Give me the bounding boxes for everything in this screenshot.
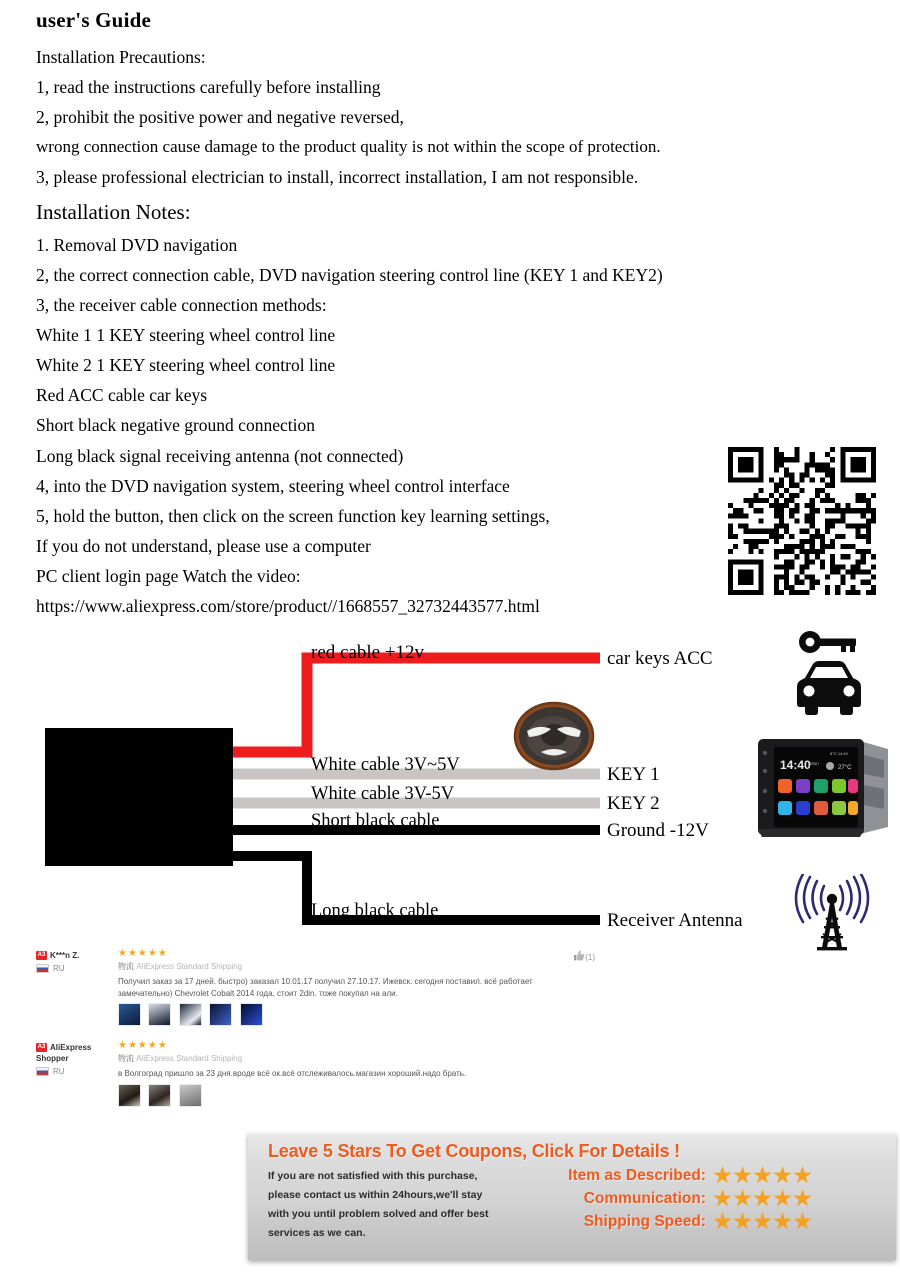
- endpoint-key-1: KEY 1: [607, 764, 660, 785]
- coupon-title: Leave 5 Stars To Get Coupons, Click For Details !: [268, 1141, 680, 1161]
- page-title: user's Guide: [36, 8, 151, 32]
- star-icon[interactable]: [773, 1166, 792, 1185]
- endpoint-car-keys-acc: car keys ACC: [607, 648, 713, 669]
- star-icon[interactable]: [733, 1189, 752, 1208]
- note-line: 5, hold the button, then click on the screen function key learning settings,: [36, 505, 550, 526]
- precaution-line: 2, prohibit the positive power and negative reversed,: [36, 107, 404, 128]
- star-icon[interactable]: [753, 1189, 772, 1208]
- note-line: 2, the correct connection cable, DVD navigation steering control line (KEY 1 and KEY2): [36, 264, 663, 285]
- reviewer-name-row: [36, 950, 112, 961]
- shipping-method: [118, 961, 590, 973]
- rating-row-shipping-speed[interactable]: [526, 1212, 813, 1231]
- note-line: Long black signal receiving antenna (not connected): [36, 445, 404, 466]
- russia-flag-icon: [36, 964, 49, 973]
- note-line: White 2 1 KEY steering wheel control line: [36, 355, 336, 376]
- rating-categories: [526, 1166, 813, 1235]
- coupon-policy-line: with you until problem solved and offer best: [268, 1208, 489, 1220]
- svg-text:Mon: Mon: [810, 761, 819, 766]
- star-icon[interactable]: [793, 1212, 812, 1231]
- steering-wheel-icon: [513, 700, 595, 779]
- coupon-policy-line: If you are not satisfied with this purchase,: [268, 1170, 478, 1182]
- endpoint-receiver-antenna: Receiver Antenna: [607, 910, 743, 931]
- star-icon[interactable]: [713, 1166, 732, 1185]
- thumbs-up-icon: [573, 950, 585, 961]
- review-thumbnail[interactable]: [179, 1003, 202, 1026]
- reviewer-name-row: [36, 1042, 112, 1064]
- rating-stars[interactable]: [713, 1166, 813, 1185]
- precaution-line: wrong connection cause damage to the product quality is not within the scope of protection.: [36, 137, 661, 157]
- star-icon[interactable]: [773, 1212, 792, 1231]
- rating-stars[interactable]: [713, 1212, 813, 1231]
- rating-label: Communication:: [583, 1189, 706, 1207]
- control-module-box: [45, 728, 233, 866]
- red-cable-label: red cable +12v: [311, 642, 425, 663]
- reviewer-country: RU: [53, 1067, 65, 1076]
- review-like-count[interactable]: [573, 950, 595, 962]
- rating-row-item-as-described[interactable]: [526, 1166, 813, 1185]
- qr-code-icon: [727, 447, 877, 595]
- white-cable-2-label: White cable 3V-5V: [311, 784, 455, 804]
- shipping-name: AliExpress Standard Shipping: [136, 1054, 243, 1063]
- review-thumbnail[interactable]: [148, 1084, 171, 1107]
- reviewer-identity: [36, 950, 112, 974]
- coupon-banner[interactable]: [248, 1133, 896, 1260]
- video-url[interactable]: https://www.aliexpress.com/store/product//1668557_32732443577.html: [36, 596, 540, 617]
- note-line: Short black negative ground connection: [36, 415, 315, 436]
- shipping-prefix: 物流: [118, 1054, 134, 1063]
- star-icon[interactable]: [793, 1189, 812, 1208]
- precaution-line: 1, read the instructions carefully before installing: [36, 77, 381, 98]
- review-text: в Волгоград пришло за 23 дня.вроде всё ок.всё отслеживалось.магазин хороший.надо брать.: [118, 1069, 467, 1078]
- note-line: 3, the receiver cable connection methods:: [36, 294, 327, 315]
- short-black-cable-label: Short black cable: [311, 811, 440, 831]
- review-star-rating: ★★★★★: [118, 948, 168, 959]
- precaution-line: 3, please professional electrician to install, incorrect installation, I am not responsible.: [36, 166, 639, 187]
- antenna-tower-icon: [789, 874, 875, 957]
- note-line: Red ACC cable car keys: [36, 385, 208, 406]
- precautions-heading: Installation Precautions:: [36, 47, 206, 67]
- review-thumbnail[interactable]: [148, 1003, 171, 1026]
- review-thumbnails[interactable]: [118, 1003, 590, 1026]
- aliexpress-badge-icon: A3: [37, 1044, 46, 1051]
- note-line: White 1 1 KEY steering wheel control line: [36, 325, 336, 346]
- star-icon[interactable]: [793, 1166, 812, 1185]
- star-icon[interactable]: [733, 1212, 752, 1231]
- reviewer-name: K***n Z.: [50, 951, 80, 960]
- svg-text:14:40: 14:40: [780, 758, 811, 772]
- white-cable-1-label: White cable 3V~5V: [311, 755, 460, 775]
- review-item: [30, 1038, 590, 1107]
- note-line: 1. Removal DVD navigation: [36, 234, 238, 255]
- note-line: PC client login page Watch the video:: [36, 566, 301, 587]
- reviewer-country: RU: [53, 964, 65, 973]
- rating-stars[interactable]: [713, 1189, 813, 1208]
- review-thumbnail[interactable]: [179, 1084, 202, 1107]
- shipping-prefix: 物流: [118, 962, 134, 971]
- review-item: [30, 946, 595, 1026]
- shipping-name: AliExpress Standard Shipping: [136, 962, 243, 971]
- long-black-cable-label: Long black cable: [311, 901, 439, 921]
- coupon-policy-text: [268, 1170, 520, 1246]
- russia-flag-icon: [36, 1067, 49, 1076]
- coupon-policy-line: services as we can.: [268, 1227, 366, 1239]
- reviewer-name: AliExpress Shopper: [36, 1043, 92, 1063]
- like-count-text: (1): [585, 953, 595, 962]
- star-icon[interactable]: [713, 1212, 732, 1231]
- reviewer-identity: [36, 1042, 112, 1077]
- star-icon[interactable]: [753, 1166, 772, 1185]
- review-star-rating: ★★★★★: [118, 1040, 168, 1051]
- review-thumbnails[interactable]: [118, 1084, 590, 1107]
- rating-label: Shipping Speed:: [583, 1212, 706, 1230]
- car-stereo-icon: [752, 733, 898, 846]
- note-line: 4, into the DVD navigation system, steering wheel control interface: [36, 475, 510, 496]
- review-text: Получил заказ за 17 дней. быстро) заказал 10.01.17 получил 27.10.17. Ижевск. сегодня поставил. всё работает замечательно) Chevrolet Cobalt 2014 года. стоит 2din. тоже покупал на али.: [118, 977, 533, 998]
- review-thumbnail[interactable]: [240, 1003, 263, 1026]
- reviewer-country-row: [36, 1067, 112, 1077]
- svg-text:8°C 14:40: 8°C 14:40: [830, 751, 848, 756]
- reviewer-country-row: [36, 964, 112, 974]
- endpoint-ground: Ground -12V: [607, 820, 709, 841]
- car-key-icon: [793, 628, 865, 728]
- endpoint-key-2: KEY 2: [607, 793, 660, 814]
- star-icon[interactable]: [773, 1189, 792, 1208]
- note-line: If you do not understand, please use a computer: [36, 536, 371, 557]
- review-thumbnail[interactable]: [118, 1084, 141, 1107]
- shipping-method: [118, 1053, 590, 1065]
- svg-text:27°C: 27°C: [838, 765, 852, 771]
- aliexpress-badge-icon: A3: [37, 952, 46, 959]
- notes-heading: Installation Notes:: [36, 199, 191, 224]
- review-thumbnail[interactable]: [118, 1003, 141, 1026]
- review-thumbnail[interactable]: [209, 1003, 232, 1026]
- star-icon[interactable]: [733, 1166, 752, 1185]
- star-icon[interactable]: [713, 1189, 732, 1208]
- star-icon[interactable]: [753, 1212, 772, 1231]
- wiring-diagram: [0, 628, 900, 948]
- rating-row-communication[interactable]: [526, 1189, 813, 1208]
- reviews-section: [30, 946, 595, 1113]
- coupon-policy-line: please contact us within 24hours,we'll stay: [268, 1189, 483, 1201]
- rating-label: Item as Described:: [568, 1166, 706, 1184]
